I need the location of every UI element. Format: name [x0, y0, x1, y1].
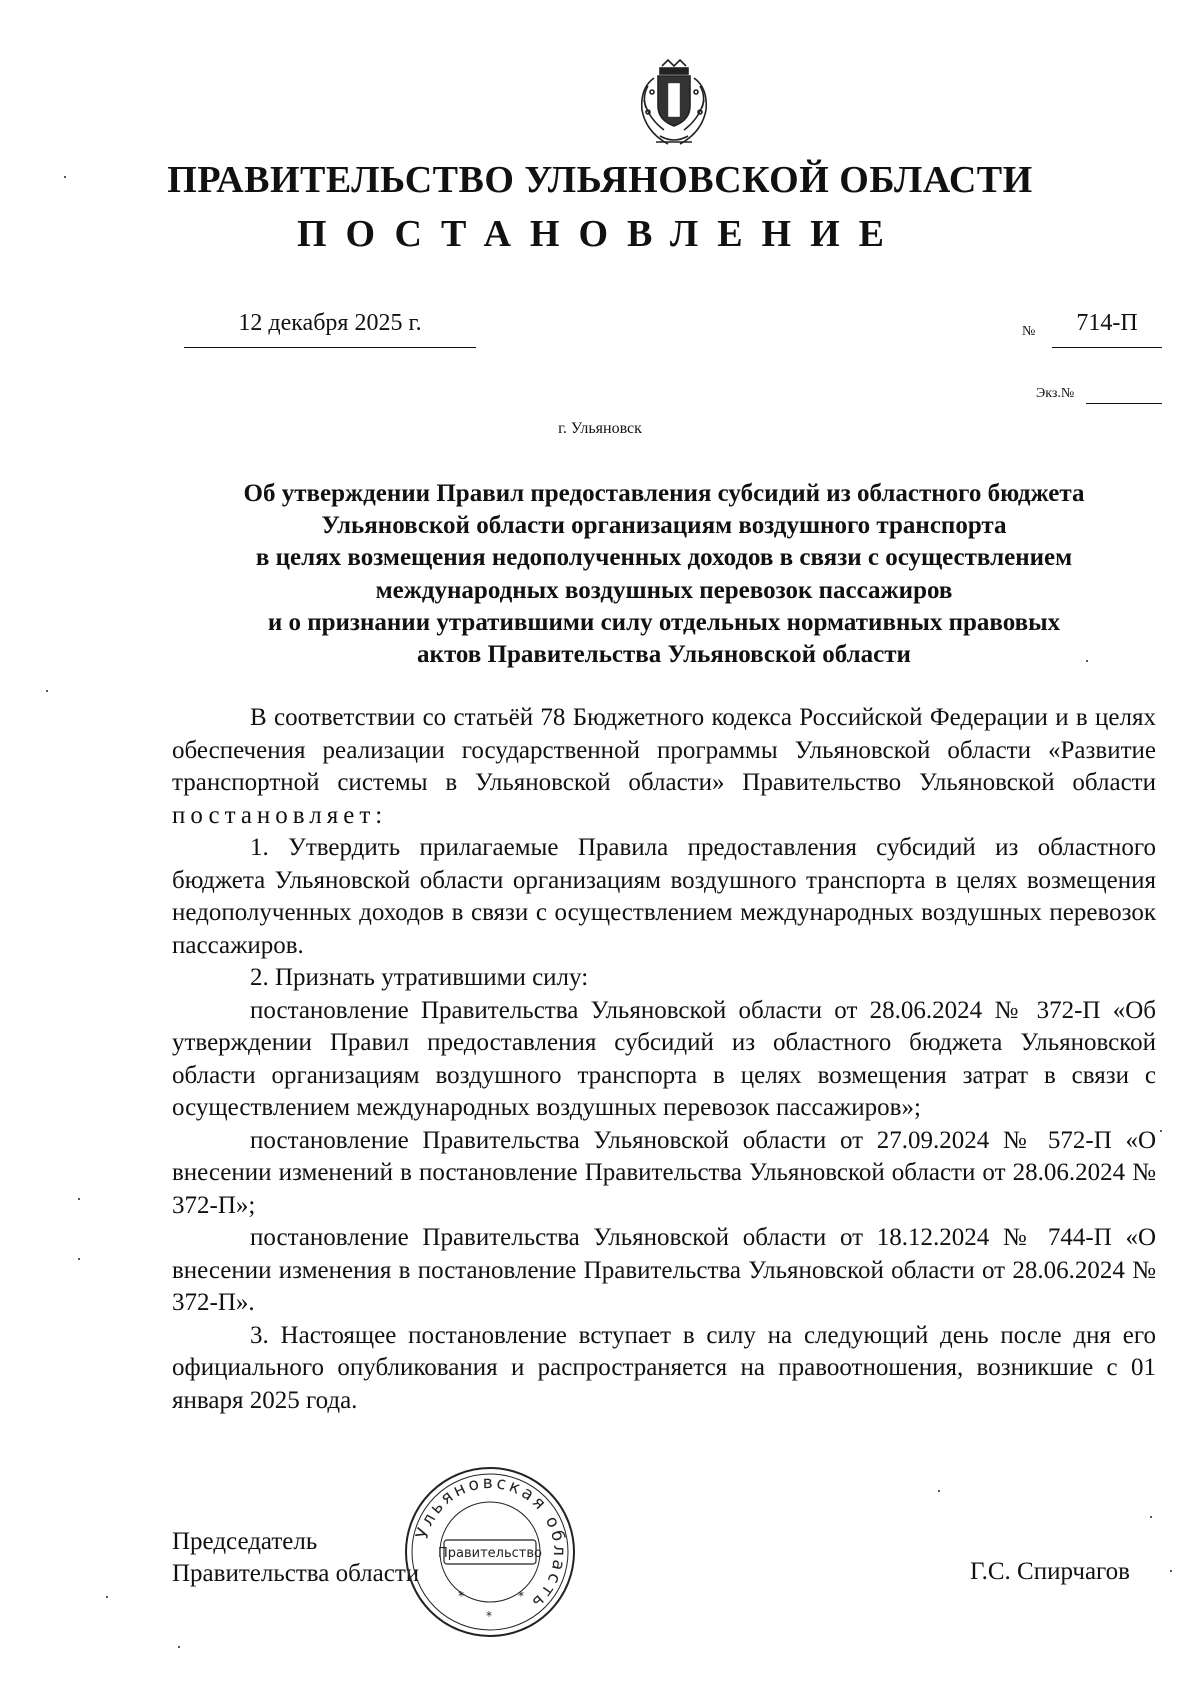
scan-speck	[64, 176, 66, 178]
document-date	[184, 310, 476, 348]
scan-speck	[46, 690, 48, 692]
number-text: 714-П	[1076, 310, 1138, 336]
official-seal	[400, 1462, 580, 1642]
signatory-name: Г.С. Спирчагов	[970, 1558, 1130, 1585]
scan-speck	[1170, 1570, 1172, 1572]
seal-outer-text: Ульяновская область	[412, 1472, 570, 1614]
heading-line: Ульяновской области организациям воздушного транспорта	[321, 512, 1007, 540]
item-2-c: постановление Правительства Ульяновской области от 18.12.2024 № 744-П «О внесении изменения в постановление Правительства Ульяновской области от 28.06.2024 № 372-П».	[172, 1224, 1156, 1316]
item-2: 2. Признать утратившими силу:	[250, 964, 589, 991]
preamble-paragraph	[172, 702, 1156, 832]
item-3: 3. Настоящее постановление вступает в силу на следующий день после дня его официального опубликования и распространяется на правоотношения, возникшие с 01 января 2025 года.	[172, 1321, 1156, 1414]
scan-speck	[178, 1646, 180, 1648]
position-line: Председатель	[172, 1528, 318, 1555]
position-line: Правительства области	[172, 1560, 420, 1587]
document-heading	[172, 478, 1156, 671]
heading-line: международных воздушных перевозок пассажиров	[375, 576, 953, 604]
scan-speck	[1160, 1130, 1162, 1132]
heading-line: Об утверждении Правил предоставления субсидий из областного бюджета	[243, 480, 1085, 507]
number-sign	[1022, 322, 1035, 340]
heading-line: актов Правительства Ульяновской области	[417, 641, 911, 669]
preamble-text: В соответствии со статьёй 78 Бюджетного кодекса Российской Федерации и в целях обеспечения реализации государственной программы Ульяновской области «Развитие транспортной системы в Ульяновской области» Правительство Ульяновской области	[172, 704, 1156, 796]
scan-speck	[78, 1258, 80, 1260]
scan-speck	[1086, 660, 1088, 662]
signatory-position	[172, 1526, 419, 1590]
scan-speck	[938, 1490, 940, 1492]
government-title: ПРАВИТЕЛЬСТВО УЛЬЯНОВСКОЙ ОБЛАСТИ	[167, 159, 1033, 201]
copy-number-label: Экз.№	[1036, 386, 1075, 401]
item-1: 1. Утвердить прилагаемые Правила предоставления субсидий из областного бюджета Ульяновской области организациям воздушного транспорта в целях возмещения недополученных доходов в связи с осуществлением международных воздушных перевозок пассажиров.	[172, 834, 1156, 959]
item-2-b: постановление Правительства Ульяновской области от 27.09.2024 № 572-П «О внесении изменений в постановление Правительства Ульяновской области от 28.06.2024 № 372-П»;	[172, 1126, 1156, 1219]
copy-number-line	[1086, 403, 1162, 404]
scan-speck	[106, 1596, 108, 1598]
seal-center-text: Правительство	[438, 1546, 542, 1561]
coat-of-arms-icon	[634, 56, 714, 152]
scan-speck	[78, 1198, 80, 1200]
preamble-verb: постановляет:	[172, 801, 388, 829]
heading-line: в целях возмещения недополученных доходов в связи с осуществлением	[255, 544, 1073, 572]
number-sign-text: №	[1022, 324, 1036, 339]
item-2-a: постановление Правительства Ульяновской области от 28.06.2024 № 372-П «Об утверждении Правил предоставления субсидий из областного бюджета Ульяновской области организациям воздушного транспорта в целях возмещения затрат в связи с осуществлением международных воздушных перевозок пассажиров»;	[172, 996, 1156, 1121]
document-body	[172, 702, 1156, 1417]
svg-text:*: *	[458, 1589, 464, 1603]
number-underline	[1052, 347, 1162, 348]
date-text: 12 декабря 2025 г.	[238, 310, 422, 336]
heading-line: и о признании утратившими силу отдельных нормативных правовых	[267, 608, 1061, 636]
svg-text:*: *	[518, 1589, 524, 1603]
date-underline	[184, 347, 476, 348]
svg-text:*: *	[486, 1609, 492, 1623]
scan-speck	[1150, 1516, 1152, 1518]
document-number	[1052, 310, 1162, 348]
document-type: ПОСТАНОВЛЕНИЕ	[296, 213, 904, 255]
city: г. Ульяновск	[558, 420, 642, 437]
